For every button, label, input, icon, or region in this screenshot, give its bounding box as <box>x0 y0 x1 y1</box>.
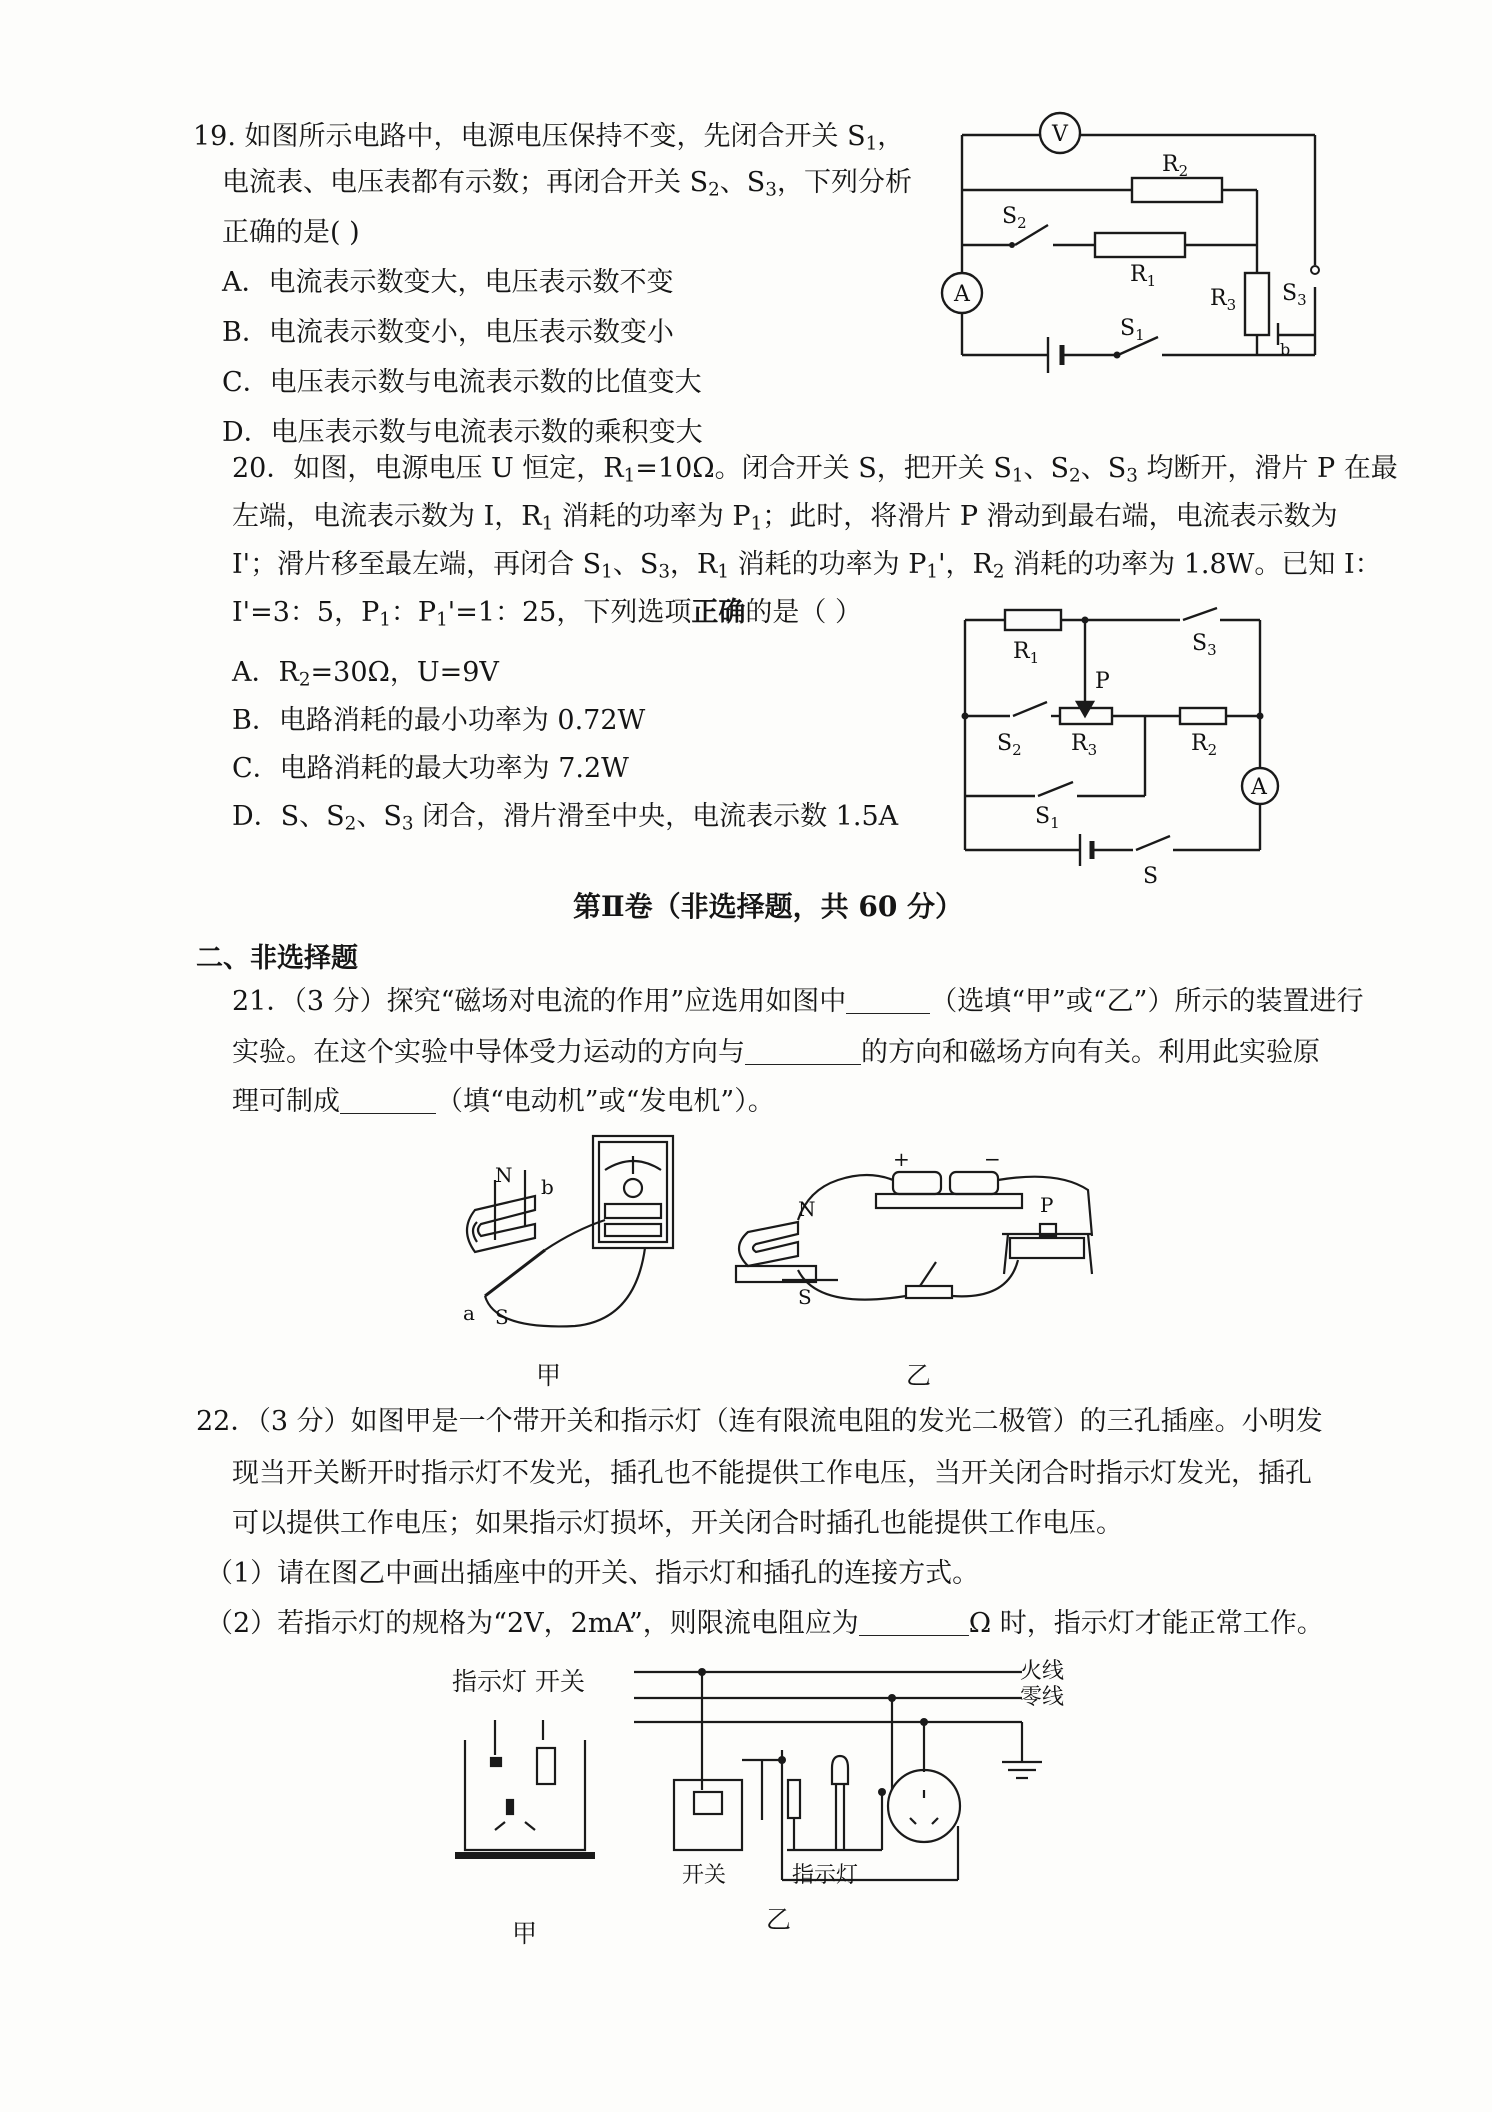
ammeter-label: A <box>954 282 970 307</box>
s2-label: $S_2$ <box>997 731 1022 759</box>
volume-title: 第Ⅱ卷（非选择题，共 60 分） <box>573 890 964 923</box>
q20-line1: 20．如图，电源电压 U 恒定，$R_1=10\Omega$。闭合开关 S，把开关 $S_1$、$S_2$、$S_3$ 均断开，滑片 P 在最 <box>232 453 1398 487</box>
q22-figure-jia <box>455 1700 595 1865</box>
part-title: 二、非选择题 <box>196 943 358 974</box>
q21-figure-jia <box>455 1130 675 1345</box>
switch-label: 开关 <box>682 1863 727 1888</box>
q19-line2: 电流表、电压表都有示数；再闭合开关 $S_2$、$S_3$，下列分析 <box>222 167 912 201</box>
q21-figure-yi <box>728 1147 1118 1325</box>
live-wire-label: 火线 <box>1020 1659 1065 1684</box>
q22-sub1: （1）请在图乙中画出插座中的开关、指示灯和插孔的连接方式。 <box>206 1558 980 1589</box>
q22-figure-yi-caption: 乙 <box>766 1905 792 1934</box>
yi-s-label: S <box>798 1285 812 1309</box>
q19-line3: 正确的是( ) <box>222 217 360 248</box>
q20-line2: 左端，电流表示数为 I，$R_1$ 消耗的功率为 $P_1$；此时，将滑片 P 滑动到最右端，电流表示数为 <box>232 501 1338 535</box>
q19-line1: 19. 如图所示电路中，电源电压保持不变，先闭合开关 $S_1$， <box>193 121 905 155</box>
q19-option-c[interactable]: C．电压表示数与电流表示数的比值变大 <box>222 367 702 398</box>
q22-blank-resistance[interactable] <box>859 1609 969 1636</box>
s-label: S <box>1143 864 1159 889</box>
q22-figure-jia-caption: 甲 <box>512 1919 538 1948</box>
q20-line3: I'；滑片移至最左端，再闭合 $S_1$、$S_3$，$R_1$ 消耗的功率为 $P_1'$，$R_2$ 消耗的功率为 1.8W。已知 I： <box>232 549 1382 583</box>
q19-circuit-diagram <box>940 105 1340 370</box>
jia-s-label: S <box>495 1305 509 1329</box>
s3-label: $S_3$ <box>1282 281 1307 309</box>
r2-label: $R_2$ <box>1162 152 1189 180</box>
r3-label: $R_3$ <box>1071 731 1098 759</box>
yi-n-label: N <box>798 1197 816 1221</box>
q20-option-c[interactable]: C．电路消耗的最大功率为 7.2W <box>232 753 629 784</box>
jia-a-label: a <box>463 1301 475 1325</box>
jia-b-label: b <box>541 1175 554 1199</box>
q21-line3: 理可制成 （填“电动机”或“发电机”）。 <box>232 1086 775 1117</box>
p-label: P <box>1095 669 1110 694</box>
s2-label: $S_2$ <box>1002 204 1027 232</box>
yi-plus-label: + <box>893 1147 910 1171</box>
q19-option-d[interactable]: D．电压表示数与电流表示数的乘积变大 <box>222 417 703 448</box>
r1-label: $R_1$ <box>1130 262 1157 290</box>
q21-line1: 21．（3 分）探究“磁场对电流的作用”应选用如图中 （选填“甲”或“乙”）所示的装置进行 <box>232 986 1364 1017</box>
ammeter-label: A <box>1251 775 1267 800</box>
q22-line3: 可以提供工作电压；如果指示灯损坏，开关闭合时插孔也能提供工作电压。 <box>232 1508 1123 1539</box>
q20-option-d[interactable]: D．S、$S_2$、$S_3$ 闭合，滑片滑至中央，电流表示数 1.5A <box>232 801 899 835</box>
q20-option-a[interactable]: A．$R_2=30\Omega$，U=9V <box>232 657 499 691</box>
q21-blank-2[interactable] <box>745 1038 861 1065</box>
q20-circuit-diagram <box>955 608 1275 888</box>
q19-option-b[interactable]: B．电流表示数变小，电压表示数变小 <box>222 317 674 348</box>
q22-line2: 现当开关断开时指示灯不发光，插孔也不能提供工作电压，当开关闭合时指示灯发光，插孔 <box>232 1458 1312 1489</box>
yi-p-label: P <box>1040 1193 1054 1217</box>
q21-blank-1[interactable] <box>846 987 930 1014</box>
yi-minus-label: − <box>984 1147 1001 1171</box>
b-label: b <box>1280 340 1291 359</box>
r1-label: $R_1$ <box>1013 639 1040 667</box>
r3-label: $R_3$ <box>1210 286 1237 314</box>
indicator-label: 指示灯 <box>792 1863 859 1888</box>
q21-figure-jia-caption: 甲 <box>536 1361 562 1390</box>
neutral-wire-label: 零线 <box>1020 1685 1065 1710</box>
s1-label: $S_1$ <box>1035 804 1060 832</box>
r2-label: $R_2$ <box>1191 731 1218 759</box>
jia-n-label: N <box>495 1163 513 1187</box>
q22-line1: 22．（3 分）如图甲是一个带开关和指示灯（连有限流电阻的发光二极管）的三孔插座。小明发 <box>196 1406 1323 1437</box>
s3-label: $S_3$ <box>1192 631 1217 659</box>
q20-option-b[interactable]: B．电路消耗的最小功率为 0.72W <box>232 705 646 736</box>
q21-line2: 实验。在这个实验中导体受力运动的方向与 的方向和磁场方向有关。利用此实验原 <box>232 1037 1320 1068</box>
q19-option-a[interactable]: A．电流表示数变大，电压表示数不变 <box>222 267 674 298</box>
q21-figure-yi-caption: 乙 <box>906 1361 932 1390</box>
s1-label: $S_1$ <box>1120 316 1145 344</box>
q22-sub2: （2）若指示灯的规格为“2V，2mA”，则限流电阻应为 Ω 时，指示灯才能正常工作。 <box>206 1608 1324 1639</box>
q20-line4: I'=3：5，$P_1$：$P_1'=1$：25，下列选项正确的是（ ） <box>232 597 862 631</box>
q21-blank-3[interactable] <box>340 1087 436 1114</box>
q22-figure-jia-label: 指示灯 开关 <box>452 1667 585 1696</box>
voltmeter-label: V <box>1052 122 1068 147</box>
q22-figure-yi <box>632 1650 1065 1910</box>
